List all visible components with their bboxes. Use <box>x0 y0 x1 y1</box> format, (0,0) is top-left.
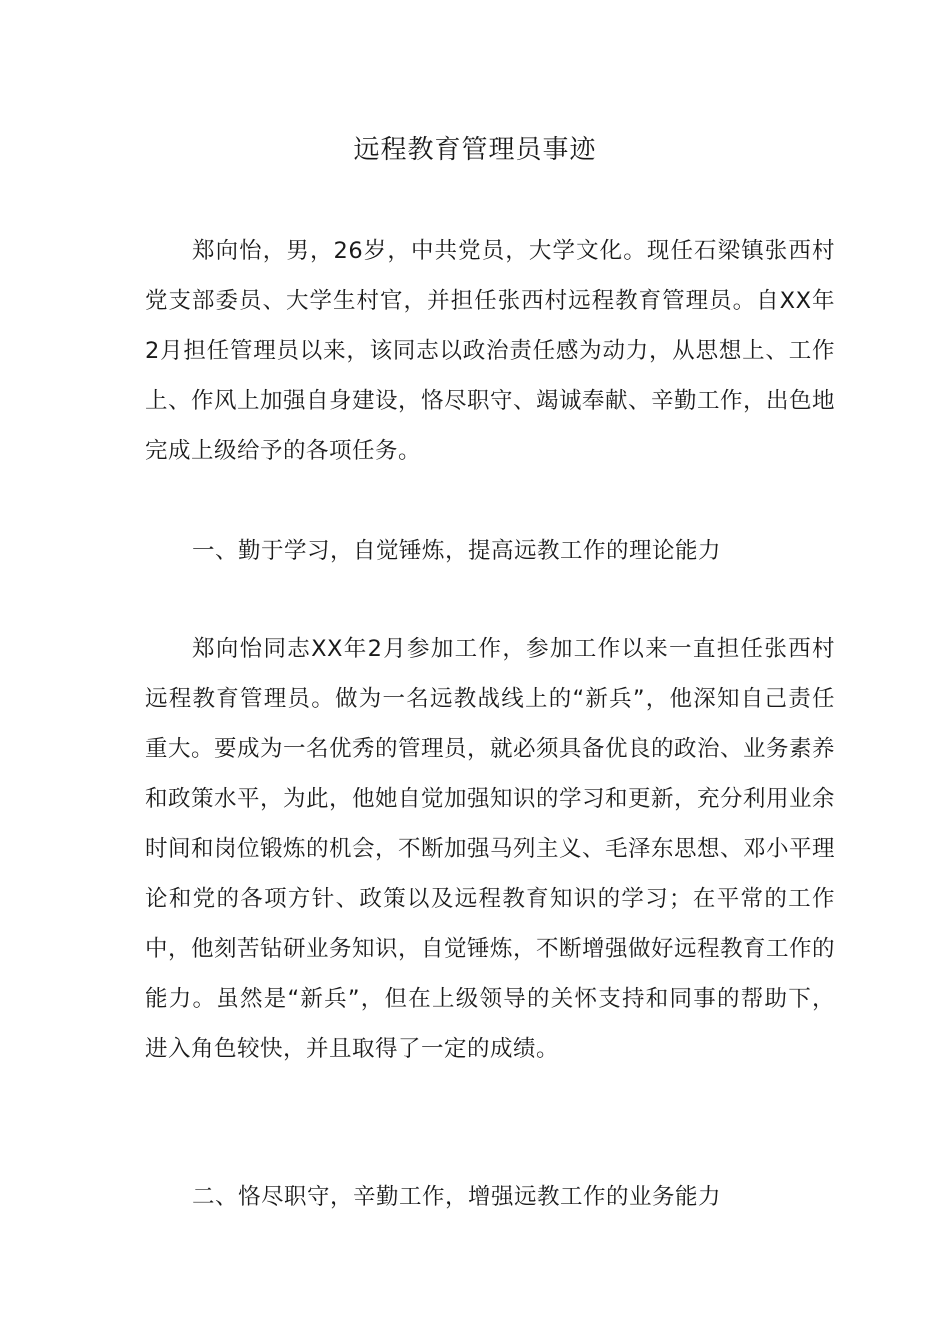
document-title: 远程教育管理员事迹 <box>353 135 597 165</box>
intro-paragraph: 郑向怡，男，26岁，中共党员，大学文化。现任石梁镇张西村党支部委员、大学生村官，并担任张西村远程教育管理员。自XX年2月担任管理员以来，该同志以政治责任感为动力，从思想上、工作上、作风上加强自身建设，恪尽职守、竭诚奉献、辛勤工作，出色地完成上级给予的各项任务。 <box>145 238 836 464</box>
section-1-paragraph: 郑向怡同志XX年2月参加工作，参加工作以来一直担任张西村远程教育管理员。做为一名远教战线上的“新兵”，他深知自己责任重大。要成为一名优秀的管理员，就必须具备优良的政治、业务素养和政策水平，为此，他她自觉加强知识的学习和更新，充分利用业余时间和岗位锻炼的机会，不断加强马列主义、毛泽东思想、邓小平理论和党的各项方针、政策以及远程教育知识的学习；在平常的工作中，他刻苦钻研业务知识，自觉锤炼，不断增强做好远程教育工作的能力。虽然是“新兵”，但在上级领导的关怀支持和同事的帮助下，进入角色较快，并且取得了一定的成绩。 <box>145 636 836 1062</box>
section-heading-1: 一、勤于学习，自觉锤炼，提高远教工作的理论能力 <box>192 538 722 564</box>
section-heading-2: 二、恪尽职守，辛勤工作，增强远教工作的业务能力 <box>192 1184 722 1210</box>
